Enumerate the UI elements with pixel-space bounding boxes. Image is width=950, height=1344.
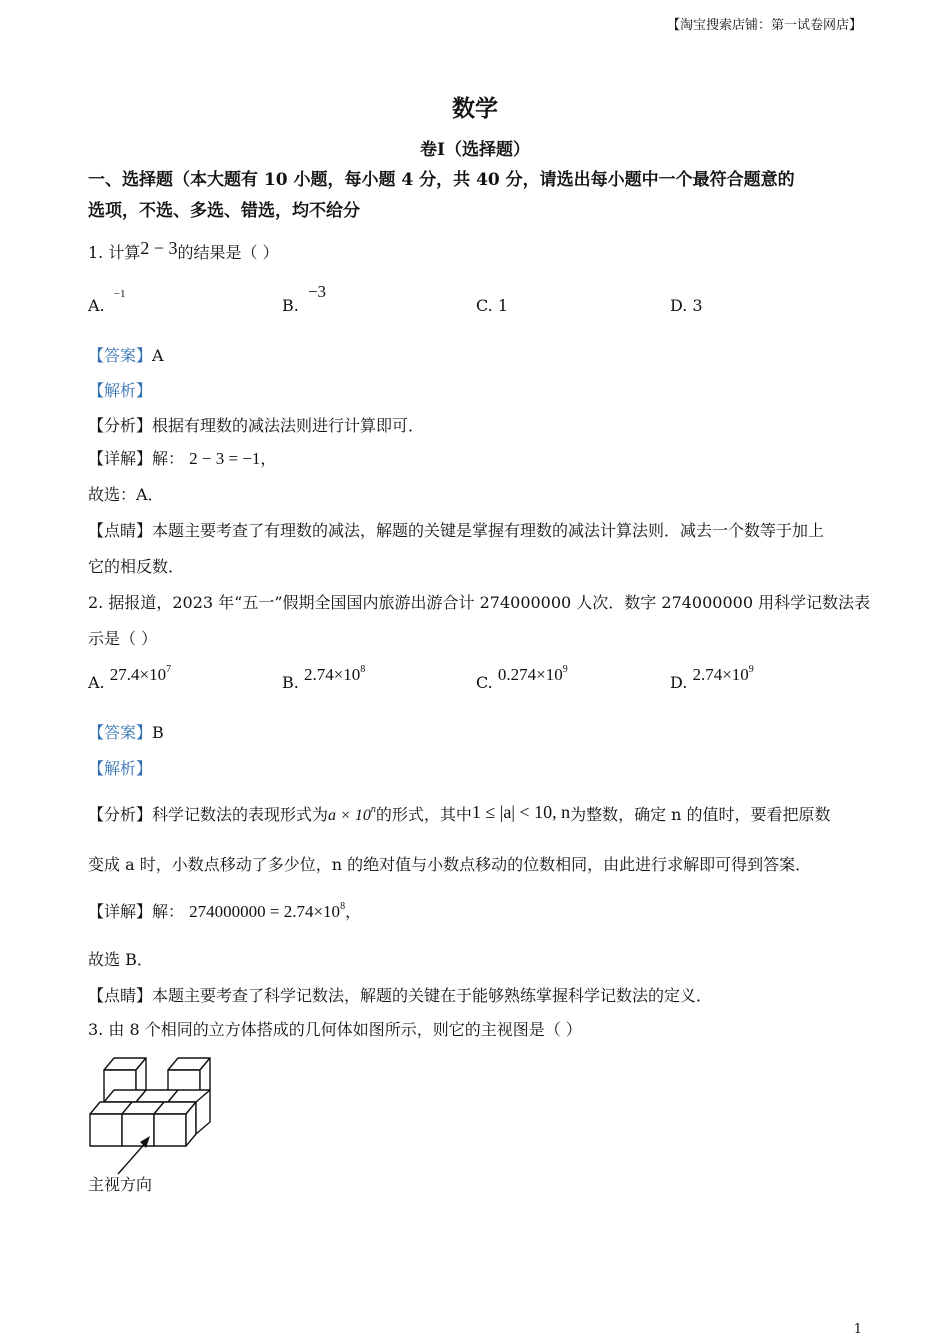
fenxi-tag: 【分析】 [88,416,153,435]
xiangjie-exponent: 8 [340,901,346,912]
q2-option-c [476,664,568,693]
option-value: 2.74×10 [692,665,749,684]
fenxi-text: 根据有理数的减法法则进行计算即可． [152,416,425,435]
dianjing-tag: 【点睛】 [88,521,153,540]
xiangjie-suffix: ， [260,449,277,468]
option-label: D. [670,673,688,692]
option-value: 2.74×10 [303,665,361,684]
fenxi-expression: a × 10 [328,807,371,824]
option-value: −1 [113,288,126,300]
q2-answer [88,720,164,743]
q2-option-b [282,664,366,693]
question-3-stem: 3. 由 8 个相同的立方体搭成的几何体如图所示，则它的主视图是（ ） [88,1020,582,1039]
option-exponent: 9 [748,664,754,675]
option-value: 27.4×10 [109,665,167,684]
xiangjie-tag: 【详解】 [88,902,153,921]
q2-fenxi-line2: 变成 a 时，小数点移动了多少位，n 的绝对值与小数点移动的位数相同，由此进行求解即可得到答案． [88,855,812,874]
q1-dianjing-line1 [88,518,824,541]
q2-fenxi-line1 [88,802,831,825]
page-number: 1 [853,1322,862,1337]
q1-option-b [282,282,327,316]
back-layer [104,1090,210,1102]
option-label: C. [476,673,493,692]
fenxi-text: 科学记数法的表现形式为 [152,805,329,824]
q1-option-a [88,288,126,315]
xiangjie-expression: 274000000 = 2.74×10 [189,902,341,921]
fenxi-tag: 【分析】 [88,805,153,824]
answer-tag: 【答案】 [88,346,153,365]
header-note: 【淘宝搜索店铺：第一试卷网店】 [666,18,862,33]
fenxi-inequality: 1 ≤ |a| < 10, n [471,802,571,822]
question-1-expression: 2 − 3 [140,238,178,258]
cube-figure [84,1050,224,1180]
option-exponent: 7 [166,664,172,675]
q1-dianjing-line2: 它的相反数． [88,557,185,576]
q1-conclusion: 故选：A． [88,485,164,504]
question-2-stem-line1: 2. 据报道，2023 年“五一”假期全国国内旅游出游合计 274000000 人次．数字 274000000 用科学记数法表 [88,593,871,612]
question-1-stem [88,240,279,263]
option-value: −3 [307,282,327,301]
q2-analysis-tag: 【解析】 [88,759,153,778]
fenxi-text: 的形式，其中 [375,805,472,824]
page-title: 数学 [452,95,498,122]
option-label: A. [88,673,105,692]
answer-value: A [152,346,164,365]
option-label: A. [88,296,105,315]
q1-analysis-tag: 【解析】 [88,381,153,400]
question-2-stem-line2: 示是（ ） [88,629,158,648]
q2-xiangjie [88,899,361,922]
section-heading-line2: 选项，不选、多选、错选，均不给分 [88,201,360,221]
q1-fenxi [88,413,424,436]
option-value: 0.274×10 [497,665,563,684]
q2-option-d [670,664,754,693]
answer-tag: 【答案】 [88,723,153,742]
q2-dianjing [88,983,712,1006]
answer-value: B [152,723,164,742]
paper-part-title: 卷Ⅰ（选择题） [420,140,530,160]
xiangjie-prefix: 解： [152,449,185,468]
xiangjie-prefix: 解： [152,902,185,921]
q1-xiangjie [88,446,276,469]
q1-option-d: D. 3 [670,296,703,315]
dianjing-text: 本题主要考查了科学记数法，解题的关键在于能够熟练掌握科学记数法的定义． [152,986,713,1005]
dianjing-tag: 【点睛】 [88,986,153,1005]
fenxi-exponent: n [370,804,376,815]
question-1-stem-prefix: 1. 计算 [88,243,141,262]
xiangjie-expression: 2 − 3 = −1 [189,449,261,468]
option-exponent: 8 [360,664,366,675]
option-exponent: 9 [562,664,568,675]
xiangjie-suffix: ， [345,902,362,921]
question-1-stem-suffix: 的结果是（ ） [177,243,279,262]
xiangjie-tag: 【详解】 [88,449,153,468]
q2-option-a [88,664,172,693]
option-label: B. [282,296,299,315]
q2-conclusion: 故选 B． [88,950,153,969]
option-label: B. [282,673,299,692]
q1-answer [88,343,164,366]
fenxi-text: 为整数，确定 n 的值时，要看把原数 [570,805,831,824]
section-heading-line1: 一、选择题（本大题有 10 小题，每小题 4 分，共 40 分，请选出每小题中一个最符合题意的 [88,170,795,190]
figure-label: 主视方向 [88,1175,153,1194]
dianjing-text: 本题主要考查了有理数的减法，解题的关键是掌握有理数的减法计算法则．减去一个数等于加上 [152,521,825,540]
q1-option-c: C. 1 [476,296,509,315]
